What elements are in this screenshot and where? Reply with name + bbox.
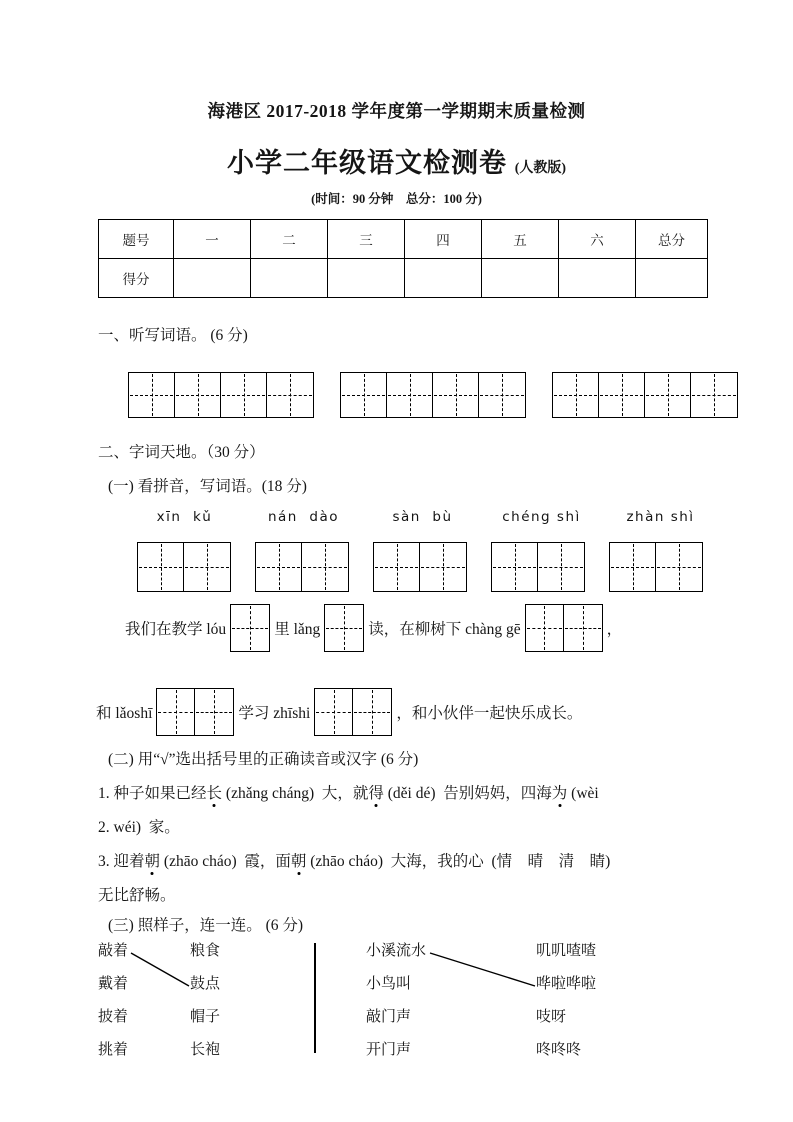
text-segment: (wèi — [567, 785, 599, 802]
dictation-grid-group — [128, 372, 314, 418]
match-item: 戴着 — [98, 976, 129, 992]
choice-line-2 — [98, 817, 793, 839]
writing-cell — [420, 543, 466, 591]
match-item: 披着 — [98, 1009, 129, 1025]
writing-cell — [267, 373, 313, 417]
writing-cell — [353, 689, 391, 735]
writing-cell — [374, 543, 420, 591]
choice-line-1 — [98, 783, 793, 805]
score-cell-empty — [636, 259, 708, 298]
match-item: 挑着 — [98, 1042, 129, 1058]
writing-cell — [526, 605, 564, 651]
score-header-cell: 四 — [405, 220, 482, 259]
score-header-cell: 五 — [482, 220, 559, 259]
text-segment: (zhāo cháo) 霞，面 — [160, 853, 291, 870]
inline-writing-grid — [324, 604, 364, 652]
text-segment: 学习 zhīshi — [238, 705, 311, 722]
match-item: 小鸟叫 — [366, 976, 412, 992]
text-segment: (zhǎng cháng) 大，就 — [222, 785, 369, 802]
pinyin-grid-group — [373, 542, 467, 592]
score-header-cell: 总分 — [636, 220, 708, 259]
score-table-score-row — [99, 259, 708, 298]
score-row-label: 得分 — [99, 259, 174, 298]
pinyin-word: chéng shì — [502, 509, 581, 525]
text-segment: 3. 迎着 — [98, 853, 145, 870]
writing-cell — [610, 543, 656, 591]
text-segment: 2. wéi) 家。 — [98, 819, 180, 836]
score-header-cell: 三 — [328, 220, 405, 259]
pinyin-grid-group — [255, 542, 349, 592]
section-1-heading: 一、听写词语。 (6 分) — [98, 327, 248, 344]
pinyin-grid-group — [137, 542, 231, 592]
writing-cell — [645, 373, 691, 417]
score-cell-empty — [328, 259, 405, 298]
choice-line-4 — [98, 885, 793, 907]
score-cell-empty — [251, 259, 328, 298]
match-item: 敲着 — [98, 943, 129, 959]
emphasized-character: 朝 — [290, 853, 307, 870]
match-item: 吱呀 — [536, 1009, 567, 1025]
score-cell-empty — [559, 259, 636, 298]
section-2-heading: 二、字词天地。（30 分） — [98, 444, 265, 461]
text-segment: 里 lǎng — [274, 621, 321, 638]
exam-title — [0, 146, 793, 186]
pinyin-word-row — [137, 509, 793, 525]
dictation-grid-group — [552, 372, 738, 418]
part-2-heading: (二) 用“√”选出括号里的正确读音或汉字 (6 分) — [108, 751, 419, 768]
writing-cell — [599, 373, 645, 417]
pinyin-word: zhàn shì — [626, 509, 695, 525]
match-column-right-a — [366, 941, 426, 1073]
text-segment: ，和小伙伴一起快乐成长。 — [396, 705, 583, 722]
fill-sentence-1 — [125, 604, 793, 652]
score-header-cell: 六 — [559, 220, 636, 259]
writing-cell — [302, 543, 348, 591]
matching-exercise — [98, 941, 710, 1067]
match-item: 小溪流水 — [366, 943, 427, 959]
score-header-cell: 一 — [174, 220, 251, 259]
match-item: 哗啦哗啦 — [536, 976, 597, 992]
dictation-grid-group — [340, 372, 526, 418]
text-segment: 1. 种子如果已经 — [98, 785, 207, 802]
pinyin-grid-row — [137, 542, 793, 592]
pinyin-word: xīn kǔ — [156, 509, 213, 525]
part-3-heading: (三) 照样子，连一连。 (6 分) — [108, 917, 304, 934]
text-segment: ， — [606, 621, 623, 638]
inline-writing-grid — [230, 604, 270, 652]
exam-header-title: 海港区 2017-2018 学年度第一学期期末质量检测 — [207, 101, 586, 121]
example-line-right — [430, 953, 535, 986]
edition-label: (人教版) — [514, 161, 567, 176]
emphasized-character: 为 — [551, 785, 568, 802]
writing-cell — [256, 543, 302, 591]
writing-cell — [553, 373, 599, 417]
match-item: 叽叽喳喳 — [536, 943, 597, 959]
inline-writing-grid — [156, 688, 234, 736]
writing-cell — [195, 689, 233, 735]
score-header-cell: 二 — [251, 220, 328, 259]
text-segment: 读，在柳树下 chàng gē — [368, 621, 521, 638]
text-segment: (děi dé) 告别妈妈，四海 — [383, 785, 552, 802]
writing-cell — [175, 373, 221, 417]
score-table-header-row — [99, 220, 708, 259]
pinyin-word: nán dào — [267, 509, 340, 525]
emphasized-character: 朝 — [144, 853, 161, 870]
emphasized-character: 长 — [206, 785, 223, 802]
writing-cell — [221, 373, 267, 417]
writing-cell — [538, 543, 584, 591]
pinyin-grid-group — [491, 542, 585, 592]
pinyin-word: sàn bù — [392, 509, 453, 525]
match-item: 敲门声 — [366, 1009, 412, 1025]
pinyin-grid-group — [609, 542, 703, 592]
match-item: 开门声 — [366, 1042, 412, 1058]
writing-cell — [315, 689, 353, 735]
match-divider-line — [314, 943, 316, 1053]
writing-cell — [387, 373, 433, 417]
writing-cell — [184, 543, 230, 591]
writing-cell — [691, 373, 737, 417]
match-item: 粮食 — [190, 943, 221, 959]
exam-info-line: (时间：90 分钟 总分：100 分) — [311, 192, 482, 206]
writing-cell — [656, 543, 702, 591]
writing-cell — [433, 373, 479, 417]
text-segment: 无比舒畅。 — [98, 887, 176, 904]
score-table — [98, 219, 708, 298]
score-header-cell: 题号 — [99, 220, 174, 259]
text-segment: 和 lǎoshī — [96, 705, 153, 722]
choice-line-3 — [98, 851, 793, 873]
text-segment: (zhāo cháo) 大海，我的心 (情 晴 清 睛) — [306, 853, 611, 870]
writing-cell — [138, 543, 184, 591]
match-column-right-b — [536, 941, 596, 1073]
match-column-left-b — [190, 941, 220, 1073]
inline-writing-grid — [525, 604, 603, 652]
score-cell-empty — [482, 259, 559, 298]
part-1-heading: (一) 看拼音，写词语。(18 分) — [108, 478, 307, 495]
writing-cell — [325, 605, 363, 651]
inline-writing-grid — [314, 688, 392, 736]
example-line-left — [131, 953, 189, 986]
writing-cell — [492, 543, 538, 591]
match-item: 鼓点 — [190, 976, 221, 992]
text-segment: 我们在教学 lóu — [125, 621, 227, 638]
fill-sentence-2 — [96, 688, 793, 736]
score-cell-empty — [174, 259, 251, 298]
exam-title-text: 小学二年级语文检测卷 — [226, 148, 507, 178]
writing-cell — [564, 605, 602, 651]
match-item: 长袍 — [190, 1042, 221, 1058]
writing-cell — [231, 605, 269, 651]
writing-cell — [157, 689, 195, 735]
writing-cell — [479, 373, 525, 417]
writing-cell — [129, 373, 175, 417]
match-item: 帽子 — [190, 1009, 221, 1025]
dictation-grid-row — [128, 372, 793, 418]
match-column-left-a — [98, 941, 128, 1073]
writing-cell — [341, 373, 387, 417]
match-item: 咚咚咚 — [536, 1042, 582, 1058]
score-cell-empty — [405, 259, 482, 298]
emphasized-character: 得 — [368, 785, 384, 802]
